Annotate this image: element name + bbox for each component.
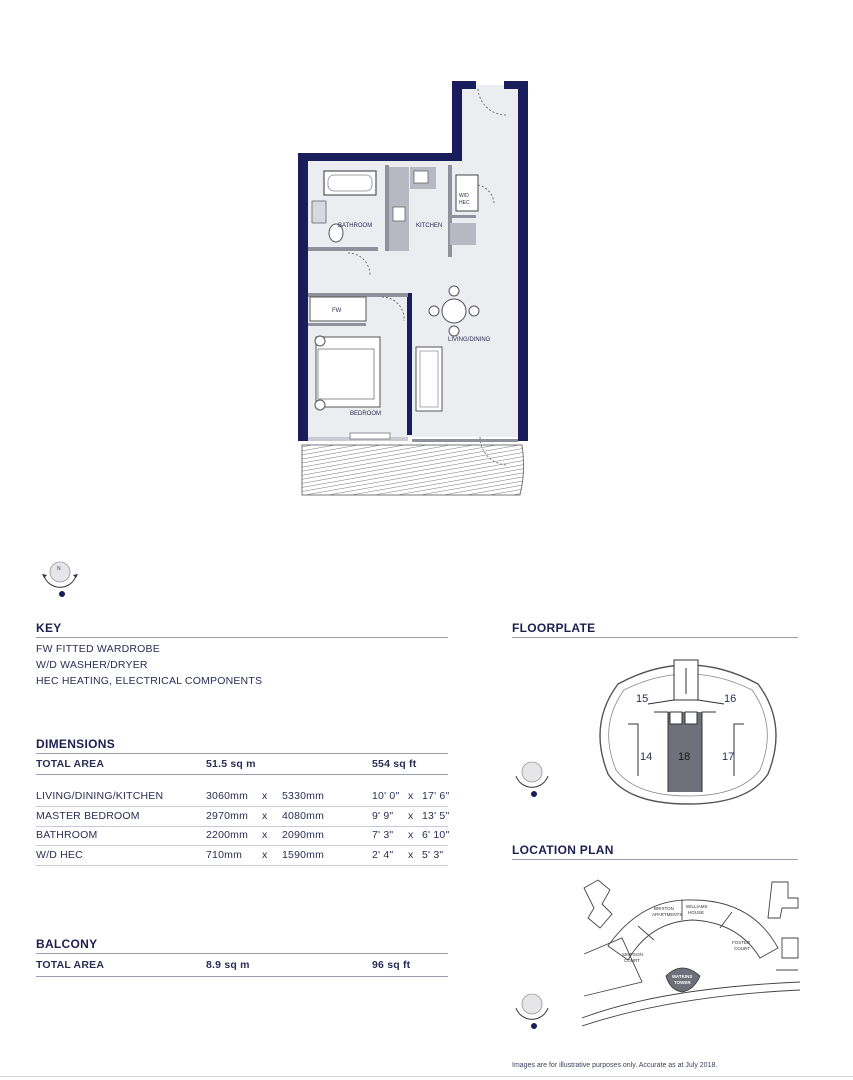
location-plan-map — [582, 878, 800, 1028]
label-kitchen: KITCHEN — [416, 223, 443, 229]
dimension-row-rule — [36, 865, 448, 866]
balcony-area-metric: 8.9 sq m — [206, 959, 250, 971]
floorplate-diagram — [588, 654, 788, 814]
page-bottom-rule — [0, 1076, 853, 1077]
simpson-court-label-2: COURT — [624, 958, 640, 963]
key-item-hec: HEC HEATING, ELECTRICAL COMPONENTS — [36, 675, 263, 687]
dimensions-heading: DIMENSIONS — [36, 737, 116, 751]
apartment-floor-plan — [290, 75, 530, 505]
foster-court-label-1: FOSTER — [732, 940, 751, 945]
dimension-cell-l: 5330mm — [282, 790, 325, 802]
dimension-cell-w: 2970mm — [206, 810, 249, 822]
key-rule — [36, 637, 448, 638]
disclaimer-text: Images are for illustrative purposes only. Accurate as at July 2018. — [512, 1062, 718, 1069]
foster-court-label-2: COURT — [734, 946, 750, 951]
dimension-cell-l: 4080mm — [282, 810, 325, 822]
total-area-imperial: 554 sq ft — [372, 758, 417, 770]
unit-15-label: 15 — [636, 693, 649, 705]
dimension-cell-x: x — [262, 849, 268, 861]
dimension-cell-x: x — [262, 829, 268, 841]
dimension-cell-w: 3060mm — [206, 790, 249, 802]
floorplate-heading: FLOORPLATE — [512, 621, 596, 635]
dimension-cell-fw: 9' 9" — [372, 810, 394, 822]
dimension-cell-fw: 2' 4" — [372, 849, 394, 861]
dimension-cell-fl: 5' 3" — [422, 849, 444, 861]
dimension-cell-fx: x — [408, 790, 414, 802]
dimension-cell-w: 710mm — [206, 849, 243, 861]
dimension-cell-fx: x — [408, 810, 414, 822]
floorplate-rule — [512, 637, 798, 638]
key-item-wd: W/D WASHER/DRYER — [36, 659, 148, 671]
unit-16-label: 16 — [724, 693, 737, 705]
key-item-fw: FW FITTED WARDROBE — [36, 643, 160, 655]
dimension-cell-room: W/D HEC — [36, 849, 83, 861]
watkins-tower-label-2: TOWER — [674, 980, 691, 985]
double-bed — [316, 337, 380, 407]
balcony — [302, 445, 524, 495]
williams-house-label-1: WILLIAMS — [686, 904, 708, 909]
dimension-cell-l: 2090mm — [282, 829, 325, 841]
simpson-court-label-1: SIMPSON — [622, 952, 643, 957]
unit-17-label: 17 — [722, 751, 735, 763]
key-heading: KEY — [36, 621, 62, 635]
balcony-area-imperial: 96 sq ft — [372, 959, 411, 971]
dimension-cell-fx: x — [408, 849, 414, 861]
dimension-cell-x: x — [262, 810, 268, 822]
dimension-cell-fl: 17' 6" — [422, 790, 450, 802]
dimension-cell-l: 1590mm — [282, 849, 325, 861]
label-wd: W/D — [459, 193, 469, 199]
dimension-row-rule — [36, 845, 448, 846]
dimension-cell-fl: 6' 10" — [422, 829, 450, 841]
dimension-cell-fl: 13' 5" — [422, 810, 450, 822]
label-bedroom: BEDROOM — [350, 411, 382, 417]
location-compass-icon — [510, 988, 558, 1032]
label-fw: FW — [332, 308, 342, 314]
dimensions-rule — [36, 753, 448, 754]
dimension-cell-room: BATHROOM — [36, 829, 98, 841]
total-area-rule — [36, 774, 448, 775]
label-hec: HEC — [459, 200, 470, 206]
dimension-cell-room: LIVING/DINING/KITCHEN — [36, 790, 164, 802]
balcony-area-label: TOTAL AREA — [36, 959, 105, 971]
floorplate-compass-icon — [510, 756, 558, 800]
brixton-apartments-label-1: BRIXTON — [654, 906, 674, 911]
dimension-cell-room: MASTER BEDROOM — [36, 810, 140, 822]
williams-house-label-2: HOUSE — [688, 910, 705, 915]
dimension-row-rule — [36, 806, 448, 807]
compass-icon — [38, 556, 86, 600]
balcony-rule — [36, 953, 448, 954]
bathroom-sink — [312, 201, 326, 223]
svg-text:N: N — [57, 566, 61, 572]
unit-18-label: 18 — [678, 751, 691, 763]
total-area-label: TOTAL AREA — [36, 758, 105, 770]
dimension-cell-x: x — [262, 790, 268, 802]
balcony-area-rule — [36, 976, 448, 977]
unit-14-label: 14 — [640, 751, 653, 763]
total-area-metric: 51.5 sq m — [206, 758, 256, 770]
balcony-heading: BALCONY — [36, 937, 98, 951]
label-bathroom: BATHROOM — [338, 223, 373, 229]
dimension-row-rule — [36, 826, 448, 827]
dimension-cell-fw: 10' 0" — [372, 790, 400, 802]
dimension-cell-fx: x — [408, 829, 414, 841]
dimension-cell-fw: 7' 3" — [372, 829, 394, 841]
dimension-cell-w: 2200mm — [206, 829, 249, 841]
location-plan-heading: LOCATION PLAN — [512, 843, 614, 857]
label-living-dining: LIVING/DINING — [448, 337, 491, 343]
location-plan-rule — [512, 859, 798, 860]
watkins-tower-label-1: WATKINS — [672, 974, 693, 979]
brixton-apartments-label-2: APARTMENTS — [652, 912, 683, 917]
